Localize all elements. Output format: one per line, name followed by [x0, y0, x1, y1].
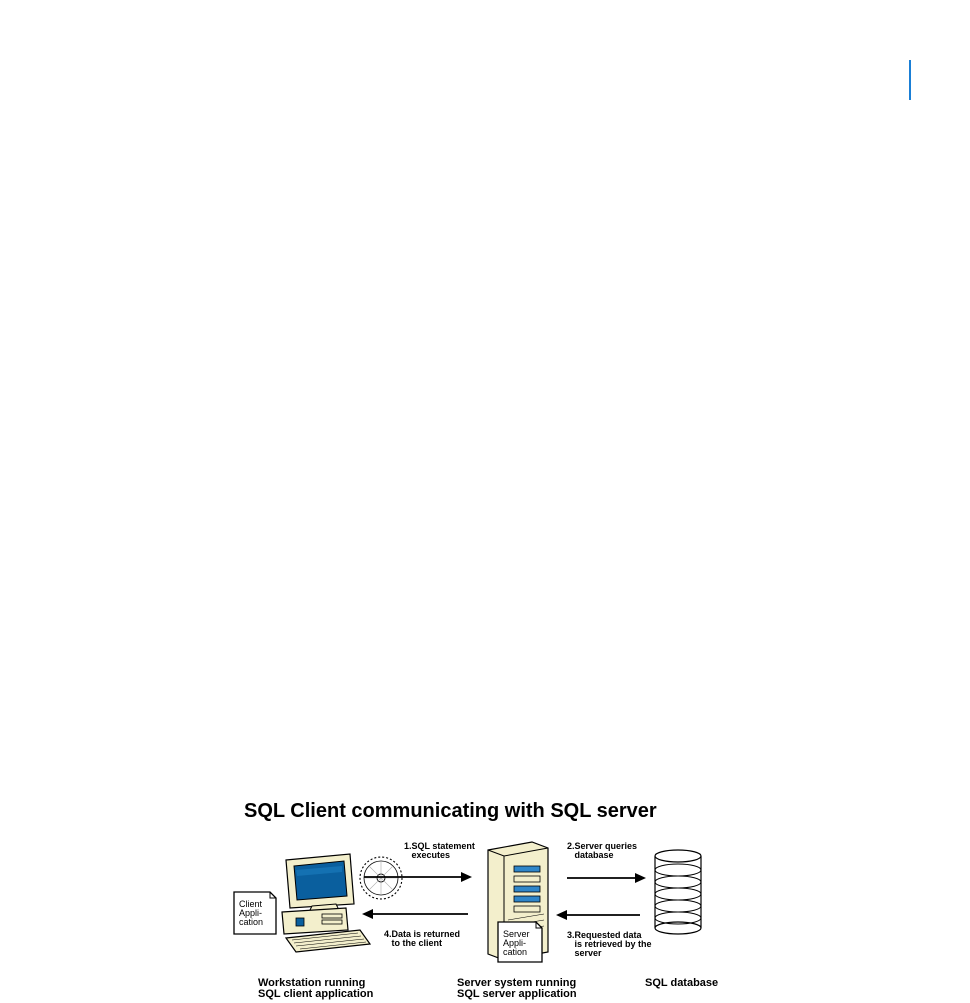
arrow-step4: [362, 909, 468, 919]
workstation-caption: Workstation running SQL client application: [258, 977, 374, 1000]
arrow-step2: [567, 873, 646, 883]
diagram-title: SQL Client communicating with SQL server: [244, 800, 657, 822]
workstation-icon: [282, 854, 370, 952]
step2-label: 2.Server queries database: [567, 841, 638, 860]
server-app-label: Server Appli- cation: [503, 929, 530, 957]
database-icon: [655, 850, 701, 934]
step3-label: 3.Requested data is retrieved by the server: [567, 930, 652, 958]
step4-label: 4.Data is returned to the client: [384, 929, 461, 948]
database-caption: SQL database: [645, 977, 719, 989]
arrow-step3: [556, 910, 640, 920]
client-app-label: Client Appli- cation: [239, 899, 264, 927]
gear-icon: [360, 857, 402, 899]
step1-label: 1.SQL statement executes: [404, 841, 475, 860]
server-caption: Server system running SQL server application: [457, 977, 577, 1000]
